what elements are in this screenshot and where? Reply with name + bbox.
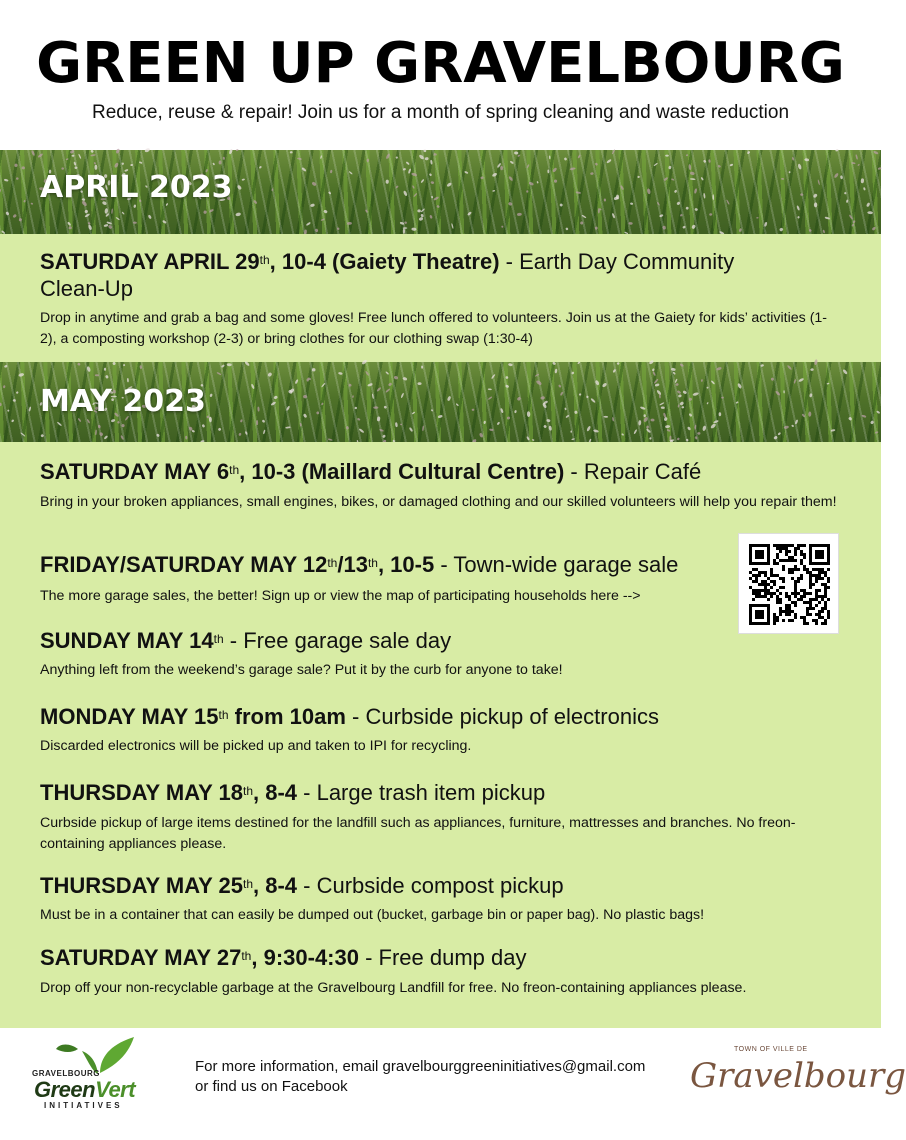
event-time: from 10am [228, 704, 346, 729]
event-day-suffix: th [241, 949, 252, 963]
page-subtitle: Reduce, reuse & repair! Join us for a month of spring cleaning and waste reduction [91, 102, 790, 123]
event-description: Drop off your non-recyclable garbage at the Gravelbourg Landfill for free. No freon-containing appliances please. [40, 980, 747, 996]
footer-contact [195, 1057, 645, 1097]
event-day: THURSDAY MAY 25 [40, 873, 243, 898]
page-title: GREEN UP GRAVELBOURG [36, 31, 845, 96]
event-day-second: /13 [337, 552, 368, 577]
event-description: Must be in a container that can easily be dumped out (bucket, garbage bin or paper bag). No plastic bags! [40, 907, 705, 923]
event-heading [40, 248, 734, 276]
may-banner-label: MAY 2023 [40, 384, 206, 419]
event-day-suffix: th [242, 877, 253, 891]
event-description: The more garage sales, the better! Sign up or view the map of participating households here --> [40, 588, 641, 604]
logo-small-text: GRAVELBOURG [32, 1069, 101, 1078]
event-title: - Free garage sale day [223, 628, 452, 653]
event-time: , 10-4 (Gaiety Theatre) [269, 249, 500, 274]
footer-facebook-line: or find us on Facebook [195, 1078, 348, 1095]
event-title: - Free dump day [365, 945, 527, 970]
event-heading [40, 779, 545, 807]
event-description: Curbside pickup of large items destined for the landfill such as appliances, furniture, mattresses and branches. No freon-containing appliances please. [40, 815, 796, 852]
event-description: Anything left from the weekend’s garage sale? Put it by the curb for anyone to take! [40, 662, 563, 678]
event-time: , 10-3 (Maillard Cultural Centre) [239, 459, 565, 484]
event-day: THURSDAY MAY 18 [40, 780, 243, 805]
event-heading [40, 703, 659, 731]
event-time: , 8-4 [253, 873, 298, 898]
footer-email-line: For more information, email gravelbourggreeninitiatives@gmail.com [195, 1058, 646, 1075]
event-day: SATURDAY APRIL 29 [40, 249, 260, 274]
event-day-suffix: th [242, 784, 253, 798]
town-logo-caption: TOWN OF VILLE DE [734, 1046, 808, 1053]
event-day-suffix: th [218, 708, 229, 722]
event-heading [40, 458, 701, 486]
may-section [0, 442, 881, 1028]
event-time: , 10-5 [377, 552, 435, 577]
event-day-suffix: th [229, 463, 240, 477]
green-vert-initiatives-logo [30, 1035, 170, 1115]
event-heading [40, 627, 451, 655]
event-heading-continued [40, 275, 133, 303]
qr-code-icon [749, 544, 830, 625]
event-title: - Town-wide garage sale [434, 552, 679, 577]
event-time: , 8-4 [253, 780, 298, 805]
event-heading [40, 872, 564, 900]
logo-word-vert: Vert [95, 1077, 136, 1102]
event-day-second-suffix: th [367, 556, 378, 570]
logo-subtitle: INITIATIVES [44, 1101, 123, 1110]
april-banner-label: APRIL 2023 [40, 170, 233, 205]
event-day: SATURDAY MAY 27 [40, 945, 242, 970]
town-logo-name: Gravelbourg [690, 1056, 906, 1096]
may-banner [0, 362, 881, 442]
event-day: FRIDAY/SATURDAY MAY 12 [40, 552, 328, 577]
event-heading [40, 551, 678, 579]
event-description: Discarded electronics will be picked up and taken to IPI for recycling. [40, 738, 472, 754]
event-title: - Earth Day Community [499, 249, 735, 274]
event-description: Drop in anytime and grab a bag and some gloves! Free lunch offered to volunteers. Join us at the Gaiety for kids’ activities (1-2), a composting workshop (2-3) or bring clothes for our clothing swap (1:30-4) [40, 310, 828, 347]
town-of-gravelbourg-logo [690, 1040, 906, 1120]
event-day: MONDAY MAY 15 [40, 704, 219, 729]
event-day: SUNDAY MAY 14 [40, 628, 214, 653]
event-description: Bring in your broken appliances, small engines, bikes, or damaged clothing and our skilled volunteers will help you repair them! [40, 494, 837, 510]
event-day: SATURDAY MAY 6 [40, 459, 230, 484]
event-title-continued: Clean-Up [40, 276, 133, 301]
event-title: - Curbside pickup of electronics [345, 704, 659, 729]
event-time: , 9:30-4:30 [251, 945, 366, 970]
event-day-suffix: th [259, 253, 270, 267]
event-title: - Large trash item pickup [297, 780, 546, 805]
logo-word-green: Green [34, 1077, 96, 1102]
event-day-suffix: th [213, 632, 224, 646]
event-day-suffix: th [327, 556, 338, 570]
event-heading [40, 944, 527, 972]
logo-wordmark [34, 1077, 135, 1103]
garage-sale-qr-code[interactable] [738, 533, 839, 634]
event-title: - Repair Café [564, 459, 702, 484]
april-section [0, 234, 881, 362]
april-banner [0, 150, 881, 234]
page-header [0, 0, 881, 150]
event-title: - Curbside compost pickup [297, 873, 564, 898]
